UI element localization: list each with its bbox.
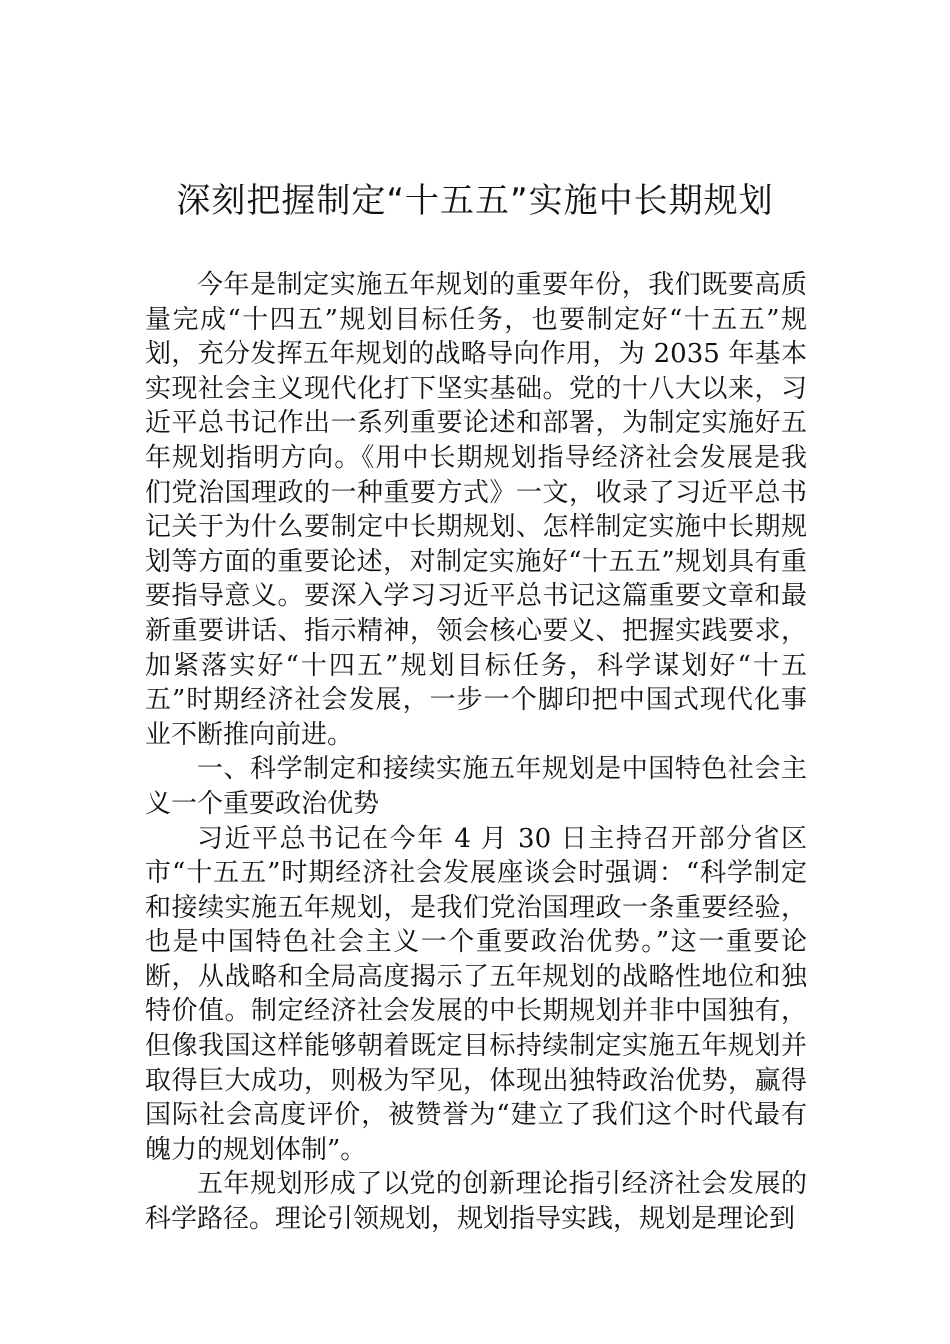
paragraph-intro: 今年是制定实施五年规划的重要年份，我们既要高质量完成“十四五”规划目标任务，也要制定好“十五五”规划，充分发挥五年规划的战略导向作用，为 2035 年基本实现社会主义现代化打下坚实基础。党的十八大以来，习近平总书记作出一系列重要论述和部署，为制定实施好五年规划指明方向。《用中长期规划指导经济社会发展是我们党治国理政的一种重要方式》一文，收录了习近平总书记关于为什么要制定中长期规划、怎样制定实施中长期规划等方面的重要论述，对制定实施好“十五五”规划具有重要指导意义。要深入学习习近平总书记这篇重要文章和最新重要讲话、指示精神，领会核心要义、把握实践要求，加紧落实好“十四五”规划目标任务，科学谋划好“十五五”时期经济社会发展，一步一个脚印把中国式现代化事业不断推向前进。 — [145, 270, 807, 750]
paragraph-section-1-a: 习近平总书记在今年 4 月 30 日主持召开部分省区市“十五五”时期经济社会发展座谈会时强调：“科学制定和接续实施五年规划，是我们党治国理政一条重要经验，也是中国特色社会主义一个重要政治优势。”这一重要论断，从战略和全局高度揭示了五年规划的战略性地位和独特价值。制定经济社会发展的中长期规划并非中国独有，但像我国这样能够朝着既定目标持续制定实施五年规划并取得巨大成功，则极为罕见，体现出独特政治优势，赢得国际社会高度评价，被赞誉为“建立了我们这个时代最有魄力的规划体制”。 — [145, 823, 807, 1165]
document-body — [145, 268, 807, 1237]
document-title: 深刻把握制定“十五五”实施中长期规划 — [176, 181, 774, 221]
paragraph-section-1-b: 五年规划形成了以党的创新理论指引经济社会发展的科学路径。理论引领规划，规划指导实践，规划是理论到 — [145, 1169, 807, 1235]
section-heading-1: 一、科学制定和接续实施五年规划是中国特色社会主义一个重要政治优势 — [145, 754, 807, 819]
